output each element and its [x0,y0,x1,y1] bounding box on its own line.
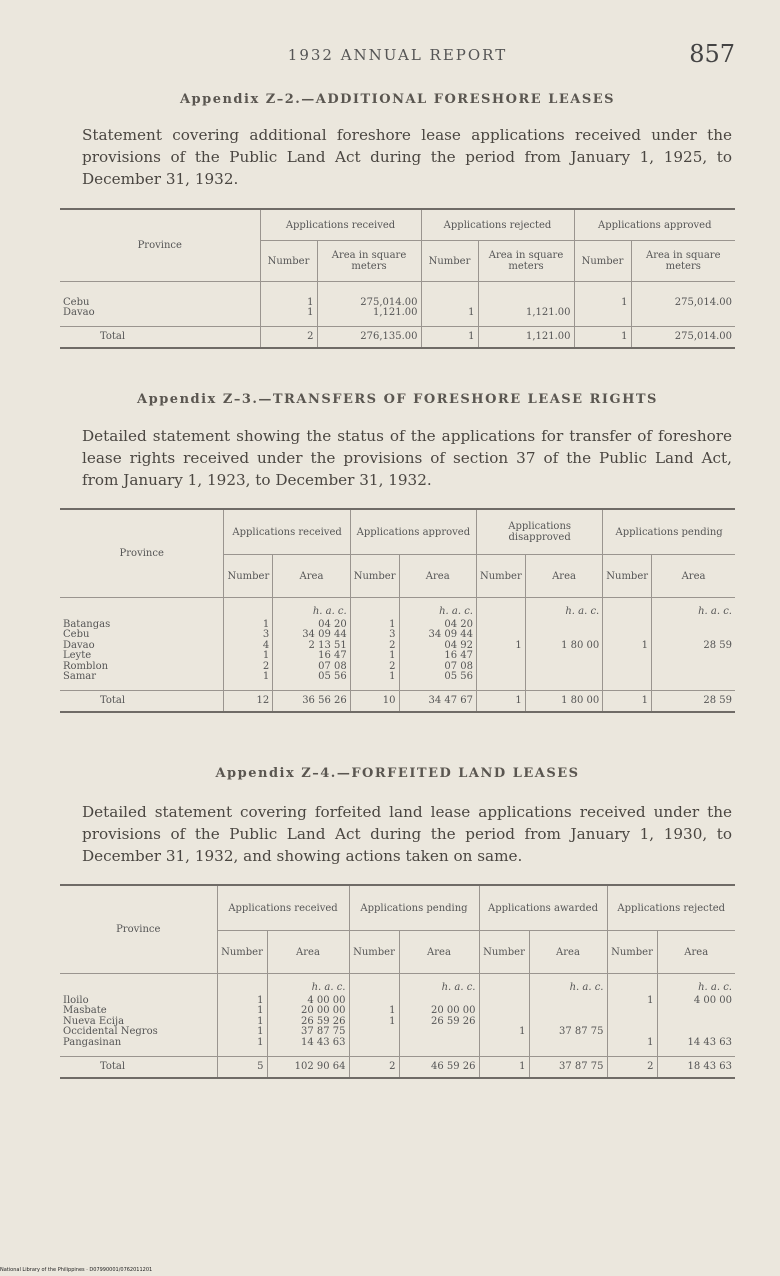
sub-header: Number [607,931,657,974]
table-z4 [60,884,735,1079]
total-row: Total 2 276,135.00 1 1,121.00 1 275,014.00 [60,327,735,349]
table-row: Masbate 1 20 00 00 1 20 00 00 [60,1006,735,1017]
sub-header: Area [652,555,735,598]
group-header: Applications received [224,509,350,555]
sub-header: Area [273,555,350,598]
units-label: h. a. c. [529,974,607,996]
appendix-z3-title: Appendix Z–3.—TRANSFERS OF FORESHORE LEASE RIGHTS [137,392,658,407]
page-header [60,40,735,74]
group-header: Applications approved [574,209,735,241]
sub-header: Area in square meters [317,241,421,282]
page-number: 857 [689,40,735,68]
table-row: Cebu 3 34 09 44 3 34 09 44 [60,630,735,641]
group-header: Applications awarded [479,885,607,931]
sub-header: Number [421,241,478,282]
table-row: Iloilo 1 4 00 00 1 4 00 00 [60,996,735,1007]
sub-header: Area in square meters [631,241,735,282]
units-label: h. a. c. [267,974,349,996]
units-label: h. a. c. [698,606,732,618]
table-row: Romblon 2 07 08 2 07 08 [60,662,735,673]
sub-header: Area [399,931,479,974]
sub-header: Number [349,931,399,974]
col-province: Province [60,209,260,282]
sub-header: Number [224,555,273,598]
units-label: h. a. c. [698,982,732,994]
footer-credit: National Library of the Philippines · D07990001/0762011201 [0,1267,153,1273]
group-header: Applications disapproved [476,509,602,555]
appendix-z2-paragraph: Statement covering additional foreshore lease applications received under the provisions of the Public Land Act during the period from January 1, 1925, to December 31, 1932. [82,126,732,188]
sub-header: Number [476,555,525,598]
total-row: Total 12 36 56 26 10 34 47 67 1 1 80 00 1 28 59 [60,691,735,713]
table-z3 [60,508,735,713]
group-header: Applications rejected [607,885,735,931]
appendix-z3-paragraph: Detailed statement showing the status of the applications for transfer of foreshore lease rights received under the provisions of section 37 of the Public Land Act, from January 1, 1923, to December 31, 1932. [82,427,732,489]
sub-header: Number [217,931,267,974]
sub-header: Area in square meters [478,241,574,282]
group-header: Applications pending [349,885,479,931]
col-province: Province [60,885,217,974]
group-header: Applications pending [603,509,735,555]
appendix-z4-paragraph: Detailed statement covering forfeited land lease applications received under the provisions of the Public Land Act during the period from January 1, 1930, to December 31, 1932, and showing actions taken on same. [82,803,732,865]
group-header: Applications rejected [421,209,574,241]
table-row: Leyte 1 16 47 1 16 47 [60,651,735,662]
sub-header: Area [525,555,602,598]
sub-header: Number [574,241,631,282]
sub-header: Number [350,555,399,598]
sub-header: Area [529,931,607,974]
appendix-z2-title: Appendix Z–2.—ADDITIONAL FORESHORE LEASES [179,92,616,107]
sub-header: Number [603,555,652,598]
table-row: Pangasinan 1 14 43 63 1 14 43 63 [60,1038,735,1049]
sub-header: Number [479,931,529,974]
table-row: Samar 1 05 56 1 05 56 [60,672,735,683]
units-label: h. a. c. [399,974,479,996]
group-header: Applications received [217,885,349,931]
sub-header: Area [267,931,349,974]
units-label: h. a. c. [399,598,476,620]
table-row: Davao 4 2 13 51 2 04 92 1 1 80 00 1 28 59 [60,641,735,652]
sub-header: Area [657,931,735,974]
table-row: Nueva Ecija 1 26 59 26 1 26 59 26 [60,1017,735,1028]
appendix-z4-title: Appendix Z–4.—FORFEITED LAND LEASES [215,766,580,781]
table-z2 [60,208,735,349]
group-header: Applications received [260,209,421,241]
units-label: h. a. c. [525,598,602,620]
total-row: Total 5 102 90 64 2 46 59 26 1 37 87 75 2 18 43 63 [60,1056,735,1078]
units-label: h. a. c. [273,598,350,620]
sub-header: Number [260,241,317,282]
sub-header: Area [399,555,476,598]
col-province: Province [60,509,224,598]
table-row: Davao 1 1,121.00 1 1,121.00 [60,308,735,319]
table-row: Batangas 1 04 20 1 04 20 [60,620,735,631]
table-row: Cebu 1 275,014.00 1 275,014.00 [60,298,735,309]
group-header: Applications approved [350,509,476,555]
running-title: 1932 ANNUAL REPORT [287,46,508,64]
table-row: Occidental Negros 1 37 87 75 1 37 87 75 [60,1027,735,1038]
